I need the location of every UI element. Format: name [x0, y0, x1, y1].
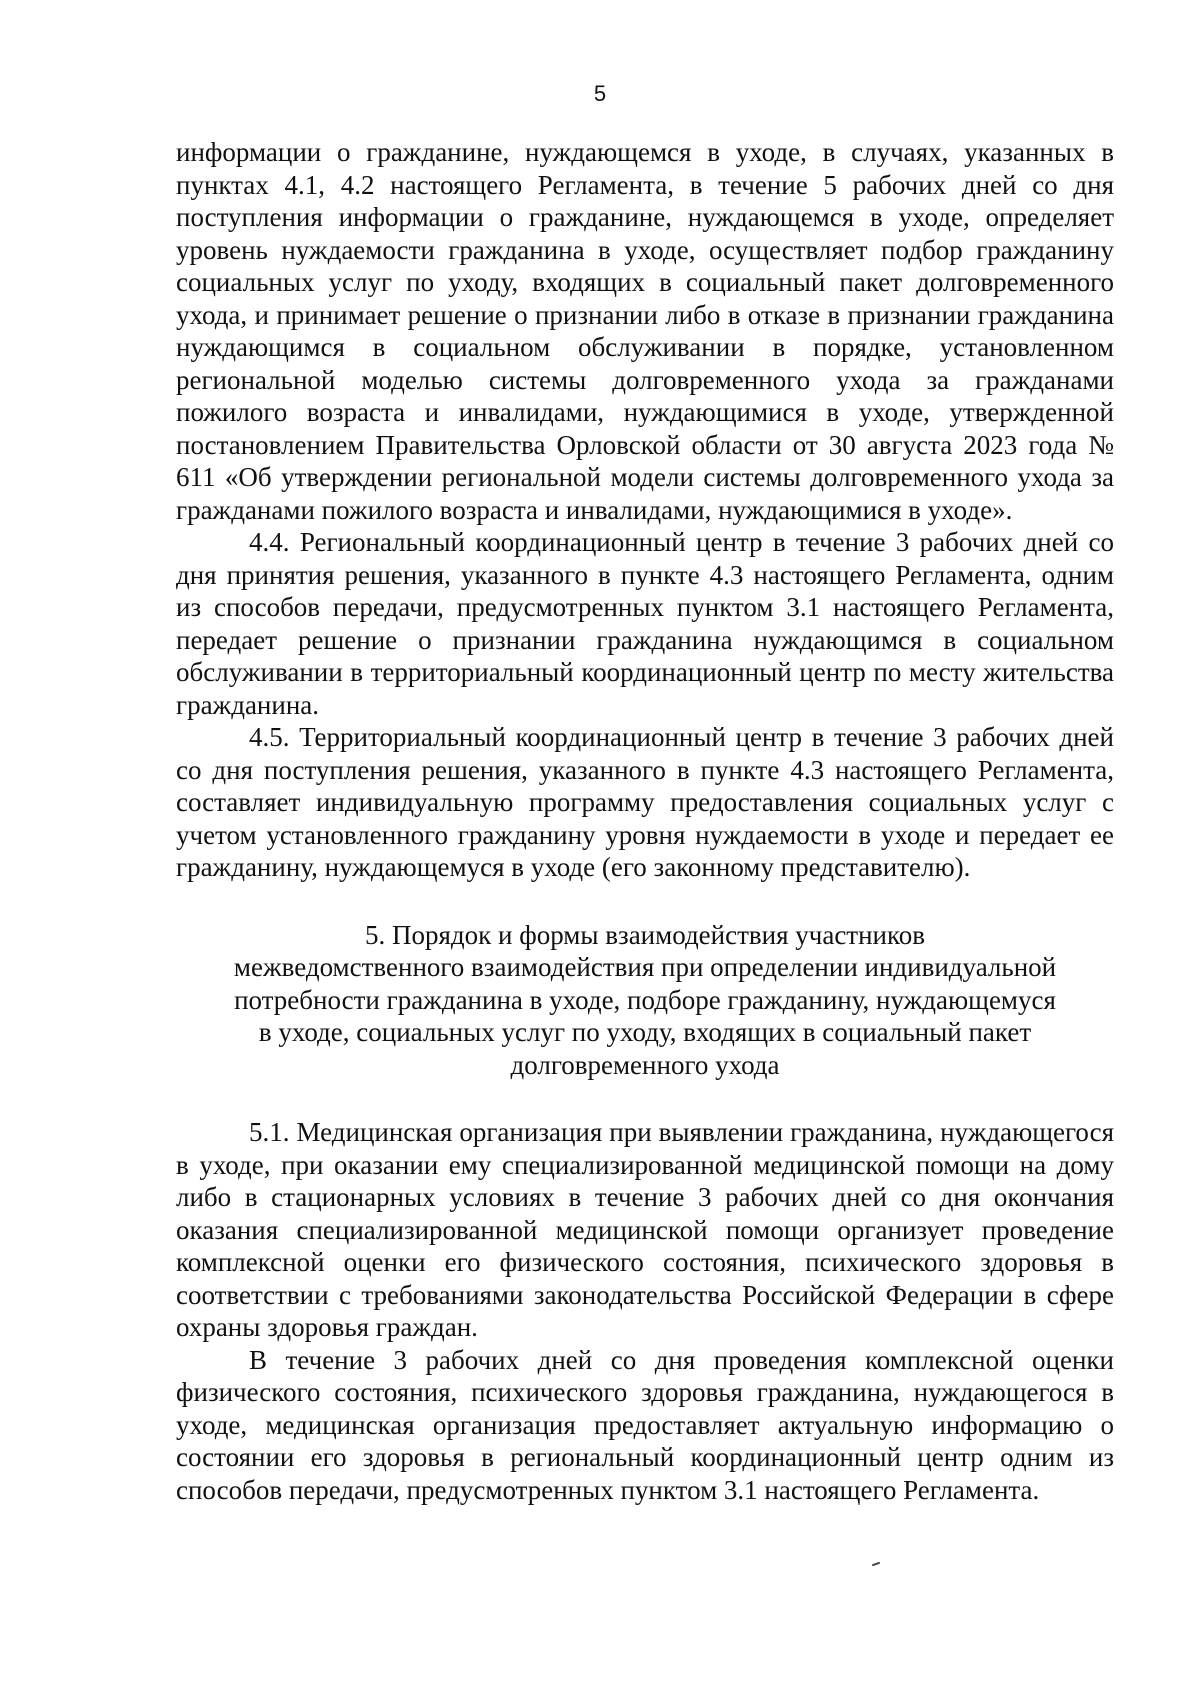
paragraph-5-1-continued: В течение 3 рабочих дней со дня проведения комплексной оценки физического состояния, психического здоровья гражданина, нуждающегося в уходе, медицинская организация предоставляет актуальную информацию о состоянии его здоровья в региональный координационный центр одним из способов передачи, предусмотренных пунктом 3.1 настоящего Регламента.	[176, 1344, 1114, 1505]
section-heading-line: потребности гражданина в уходе, подборе гражданину, нуждающемуся	[234, 984, 1056, 1015]
document-body	[176, 136, 1114, 1506]
paragraph-4-4: 4.4. Региональный координационный центр в течение 3 рабочих дней со дня принятия решения, указанного в пункте 4.3 настоящего Регламента, одним из способов передачи, предусмотренных пунктом 3.1 настоящего Регламента, передает решение о признании гражданина нуждающимся в социальном обслуживании в территориальный координационный центр по месту жительства гражданина.	[176, 527, 1114, 720]
page-number: 5	[593, 81, 607, 106]
paragraph-continuation: информации о гражданине, нуждающемся в уходе, в случаях, указанных в пунктах 4.1, 4.2 настоящего Регламента, в течение 5 рабочих дней со дня поступления информации о гражданине, нуждающемся в уходе, определяет уровень нуждаемости гражданина в уходе, осуществляет подбор гражданину социальных услуг по уходу, входящих в социальный пакет долговременного ухода, и принимает решение о признании либо в отказе в признании гражданина нуждающимся в социальном обслуживании в порядке, установленном региональной моделью системы долговременного ухода за гражданами пожилого возраста и инвалидами, нуждающимися в уходе, утвержденной постановлением Правительства Орловской области от 30 августа 2023 года № 611 «Об утверждении региональной модели системы долговременного ухода за гражданами пожилого возраста и инвалидами, нуждающимися в уходе».	[176, 137, 1114, 525]
section-heading-line: в уходе, социальных услуг по уходу, входящих в социальный пакет	[258, 1017, 1032, 1047]
section-heading-line: 5. Порядок и формы взаимодействия участников	[365, 919, 925, 950]
paragraph-5-1: 5.1. Медицинская организация при выявлении гражданина, нуждающегося в уходе, при оказании ему специализированной медицинской помощи на дому либо в стационарных условиях в течение 3 рабочих дней со дня окончания оказания специализированной медицинской помощи организует проведение комплексной оценки его физического состояния, психического здоровья в соответствии с требованиями законодательства Российской Федерации в сфере охраны здоровья граждан.	[176, 1117, 1114, 1342]
scan-artifact-mark	[872, 1562, 880, 1567]
section-5-heading	[176, 919, 1114, 1082]
section-heading-line: межведомственного взаимодействия при определении индивидуальной	[233, 952, 1057, 982]
section-heading-line: долговременного ухода	[510, 1049, 780, 1080]
paragraph-4-5: 4.5. Территориальный координационный центр в течение 3 рабочих дней со дня поступления решения, указанного в пункте 4.3 настоящего Регламента, составляет индивидуальную программу предоставления социальных услуг с учетом установленного гражданину уровня нуждаемости в уходе и передает ее гражданину, нуждающемуся в уходе (его законному представителю).	[176, 722, 1114, 882]
